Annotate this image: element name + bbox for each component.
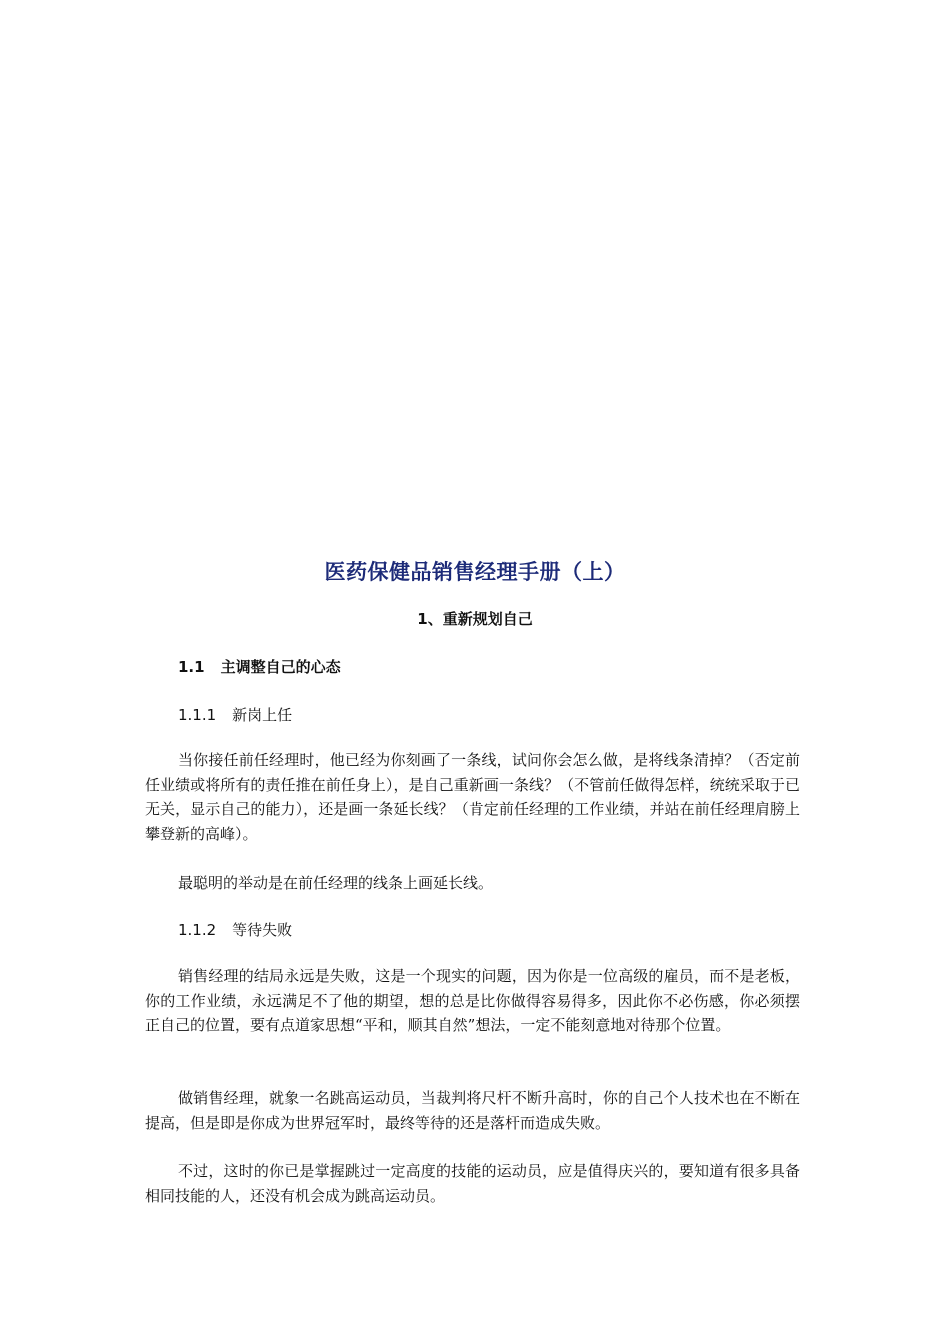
paragraph: 不过，这时的你已是掌握跳过一定高度的技能的运动员，应是值得庆兴的，要知道有很多具备相同技能的人，还没有机会成为跳高运动员。 xyxy=(145,1162,800,1205)
section-heading-1-1-1 xyxy=(178,704,292,725)
paragraph: 最聪明的举动是在前任经理的线条上画延长线。 xyxy=(178,874,494,892)
section-title: 等待失败 xyxy=(232,921,293,939)
chapter-heading: 1、重新规划自己 xyxy=(417,610,533,628)
section-number: 1.1.2 xyxy=(178,921,217,939)
paragraph: 销售经理的结局永远是失败，这是一个现实的问题，因为你是一位高级的雇员，而不是老板，你的工作业绩，永远满足不了他的期望，想的总是比你做得容易得多，因此你不必伤感，你必须摆正自己的位置，要有点道家思想“平和，顺其自然”想法，一定不能刻意地对待那个位置。 xyxy=(145,967,800,1034)
paragraph: 当你接任前任经理时，他已经为你刻画了一条线，试问你会怎么做，是将线条清掉？（否定前任业绩或将所有的责任推在前任身上），是自己重新画一条线？（不管前任做得怎样，统统采取于已无关，显示自己的能力），还是画一条延长线？（肯定前任经理的工作业绩，并站在前任经理肩膀上攀登新的高峰）。 xyxy=(145,751,800,843)
section-title: 新岗上任 xyxy=(232,706,293,724)
section-title: 主调整自己的心态 xyxy=(220,658,341,676)
section-number: 1.1.1 xyxy=(178,706,217,724)
section-heading-1-1-2 xyxy=(178,919,292,940)
document-title: 医药保健品销售经理手册（上） xyxy=(324,560,626,584)
section-heading-1-1 xyxy=(178,656,341,677)
paragraph: 做销售经理，就象一名跳高运动员，当裁判将尺杆不断升高时，你的自己个人技术也在不断在提高，但是即是你成为世界冠军时，最终等待的还是落杆而造成失败。 xyxy=(145,1089,800,1132)
section-number: 1.1 xyxy=(178,658,205,676)
